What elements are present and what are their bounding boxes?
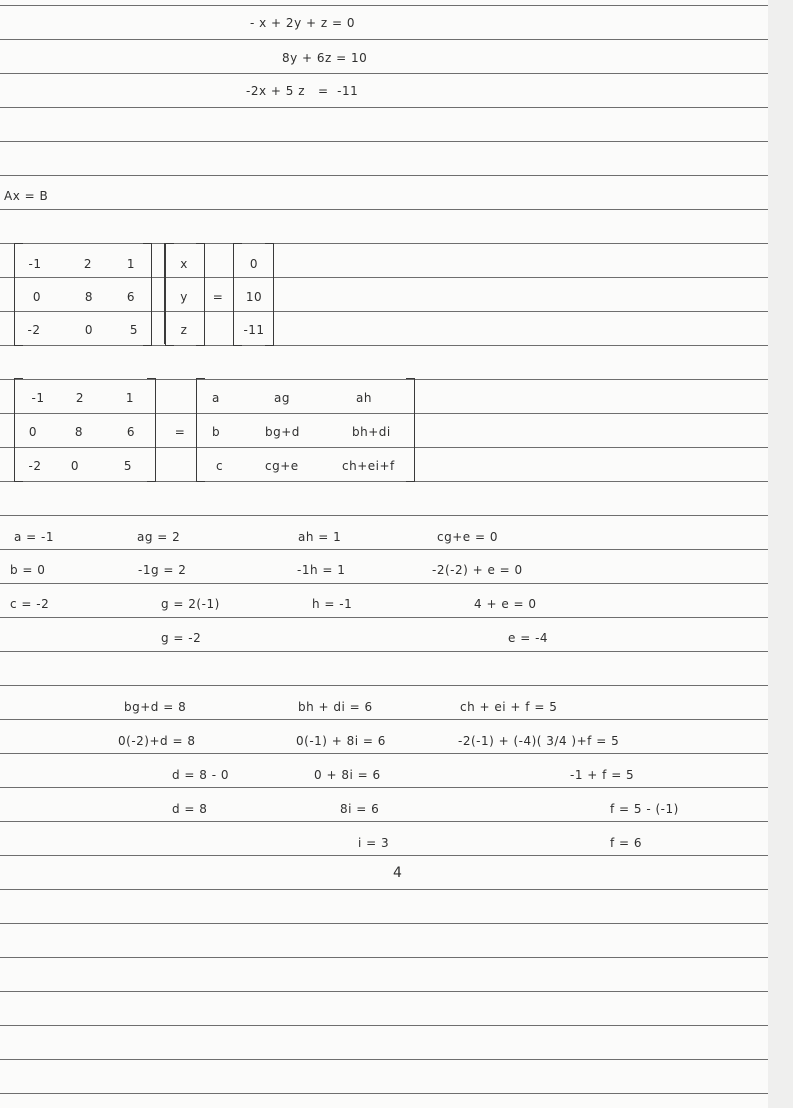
equals-sign: = bbox=[212, 290, 224, 304]
decomp-a-cell: 0 bbox=[70, 459, 80, 473]
ruled-line bbox=[0, 413, 768, 414]
ruled-line bbox=[0, 515, 768, 516]
ruled-line bbox=[0, 889, 768, 890]
work-line: f = 5 - (-1) bbox=[610, 802, 679, 816]
a-cell: 0 bbox=[84, 323, 94, 337]
ruled-line bbox=[0, 379, 768, 380]
x-cell: x bbox=[180, 257, 188, 271]
decomp-l-cell: cg+e bbox=[265, 459, 299, 473]
ruled-line bbox=[0, 583, 768, 584]
decomp-l-cell: bh+di bbox=[352, 425, 391, 439]
work-line: e = -4 bbox=[508, 631, 549, 645]
ruled-line bbox=[0, 243, 768, 244]
equation-2: 8y + 6z = 10 bbox=[282, 51, 368, 65]
decomp-l-right-bracket bbox=[406, 378, 415, 482]
work-line: -2(-1) + (-4)( 3/4 )+f = 5 bbox=[458, 734, 620, 748]
ruled-line bbox=[0, 821, 768, 822]
decomp-a-cell: 6 bbox=[126, 425, 136, 439]
ruled-line bbox=[0, 1093, 768, 1094]
a-cell: -1 bbox=[28, 257, 42, 271]
ruled-line bbox=[0, 1025, 768, 1026]
ruled-line bbox=[0, 175, 768, 176]
ruled-line bbox=[0, 209, 768, 210]
work-line: d = 8 - 0 bbox=[172, 768, 230, 782]
ruled-line bbox=[0, 5, 768, 6]
work-line: 0(-2)+d = 8 bbox=[118, 734, 196, 748]
ruled-line bbox=[0, 141, 768, 142]
work-line: i = 3 bbox=[358, 836, 390, 850]
work-line: a = -1 bbox=[14, 530, 55, 544]
a-cell: 6 bbox=[126, 290, 136, 304]
a-cell: 1 bbox=[126, 257, 136, 271]
decomp-l-cell: a bbox=[212, 391, 220, 405]
decomp-l-cell: ah bbox=[356, 391, 372, 405]
a-cell: -2 bbox=[27, 323, 41, 337]
work-line: cg+e = 0 bbox=[437, 530, 498, 544]
work-line: -1 + f = 5 bbox=[570, 768, 635, 782]
ruled-line bbox=[0, 277, 768, 278]
decomp-a-cell: 5 bbox=[123, 459, 133, 473]
work-line: bh + di = 6 bbox=[298, 700, 373, 714]
ruled-line bbox=[0, 39, 768, 40]
ruled-line bbox=[0, 1059, 768, 1060]
decomp-a-cell: 8 bbox=[74, 425, 84, 439]
work-line: ah = 1 bbox=[298, 530, 342, 544]
ax-equals-b: Ax = B bbox=[4, 189, 49, 203]
work-line: f = 6 bbox=[610, 836, 643, 850]
b-cell: 0 bbox=[249, 257, 259, 271]
work-line: g = -2 bbox=[161, 631, 202, 645]
decomp-a-cell: -2 bbox=[28, 459, 42, 473]
work-line: -1h = 1 bbox=[297, 563, 346, 577]
ruled-line bbox=[0, 685, 768, 686]
ruled-line bbox=[0, 855, 768, 856]
work-line: 0 + 8i = 6 bbox=[314, 768, 381, 782]
ruled-line bbox=[0, 107, 768, 108]
work-line: 4 bbox=[393, 865, 403, 881]
equation-3: -2x + 5 z = -11 bbox=[246, 84, 359, 98]
decomp-l-cell: ag bbox=[274, 391, 290, 405]
ruled-line bbox=[0, 753, 768, 754]
work-line: c = -2 bbox=[10, 597, 50, 611]
work-line: -1g = 2 bbox=[138, 563, 187, 577]
work-line: bg+d = 8 bbox=[124, 700, 187, 714]
b-cell: -11 bbox=[243, 323, 265, 337]
decomp-l-cell: b bbox=[212, 425, 221, 439]
equation-1: - x + 2y + z = 0 bbox=[250, 16, 355, 30]
decomp-a-cell: 2 bbox=[75, 391, 85, 405]
ruled-line bbox=[0, 957, 768, 958]
b-cell: 10 bbox=[245, 290, 263, 304]
ruled-line bbox=[0, 719, 768, 720]
decomp-l-cell: c bbox=[216, 459, 224, 473]
equals-sign: = bbox=[174, 425, 186, 439]
decomp-a-cell: -1 bbox=[31, 391, 45, 405]
decomp-l-cell: bg+d bbox=[265, 425, 300, 439]
work-line: b = 0 bbox=[10, 563, 46, 577]
decomp-l-cell: ch+ei+f bbox=[342, 459, 395, 473]
work-line: 4 + e = 0 bbox=[474, 597, 537, 611]
decomp-a-cell: 1 bbox=[125, 391, 135, 405]
a-cell: 0 bbox=[32, 290, 42, 304]
work-line: g = 2(-1) bbox=[161, 597, 220, 611]
work-line: d = 8 bbox=[172, 802, 208, 816]
ruled-line bbox=[0, 345, 768, 346]
work-line: 0(-1) + 8i = 6 bbox=[296, 734, 386, 748]
page-edge bbox=[768, 0, 793, 1108]
work-line: -2(-2) + e = 0 bbox=[432, 563, 523, 577]
ruled-line bbox=[0, 447, 768, 448]
ruled-line bbox=[0, 923, 768, 924]
work-line: ag = 2 bbox=[137, 530, 181, 544]
ruled-line bbox=[0, 481, 768, 482]
ruled-line bbox=[0, 617, 768, 618]
a-cell: 5 bbox=[129, 323, 139, 337]
x-cell: z bbox=[180, 323, 188, 337]
decomp-a-cell: 0 bbox=[28, 425, 38, 439]
x-cell: y bbox=[180, 290, 188, 304]
ruled-line bbox=[0, 651, 768, 652]
ruled-line bbox=[0, 991, 768, 992]
ruled-line bbox=[0, 787, 768, 788]
ruled-line bbox=[0, 73, 768, 74]
a-cell: 8 bbox=[84, 290, 94, 304]
work-line: 8i = 6 bbox=[340, 802, 380, 816]
a-cell: 2 bbox=[83, 257, 93, 271]
ruled-line bbox=[0, 311, 768, 312]
ruled-line bbox=[0, 549, 768, 550]
work-line: h = -1 bbox=[312, 597, 353, 611]
work-line: ch + ei + f = 5 bbox=[460, 700, 558, 714]
